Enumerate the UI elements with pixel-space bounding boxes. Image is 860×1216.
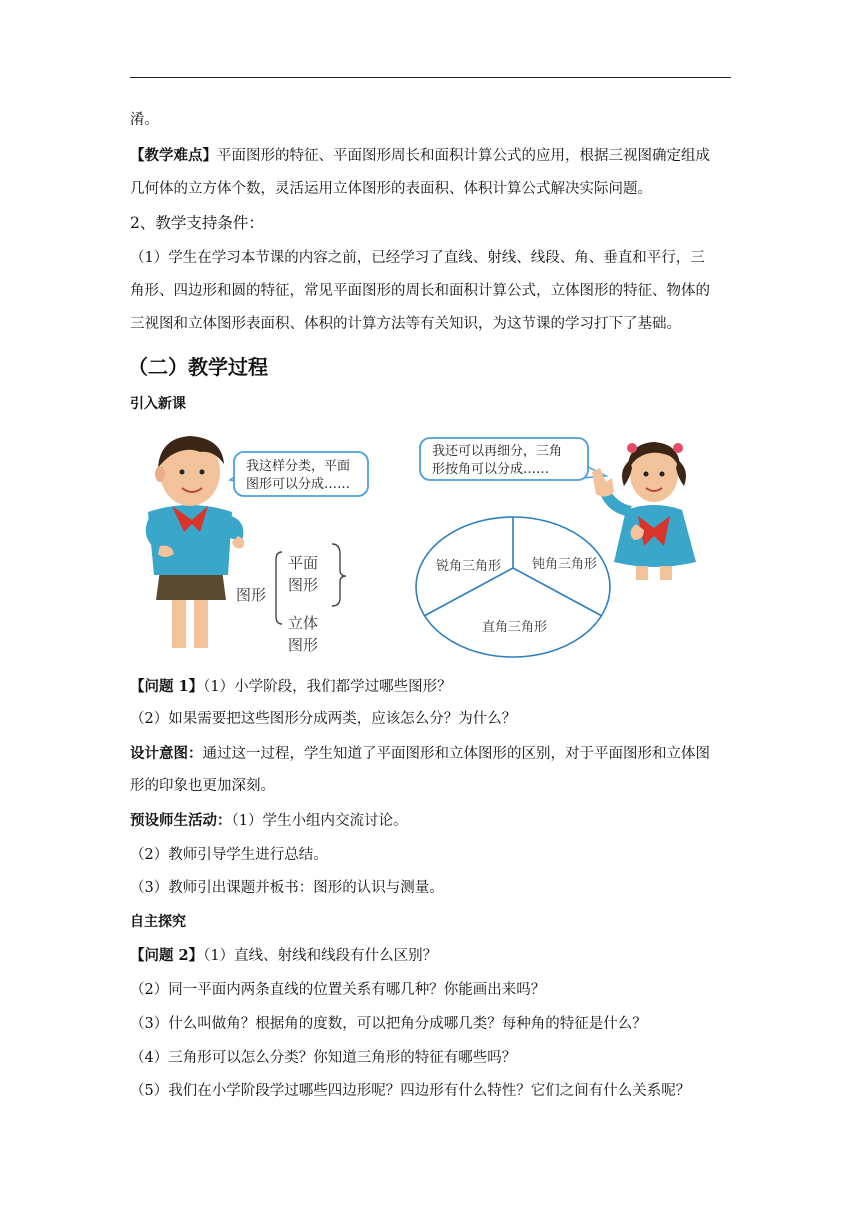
line-3: 几何体的立方体个数，灵活运用立体图形的表面积、体积计算公式解决实际问题。 — [130, 181, 652, 197]
boy-bubble-line2: 图形可以分成…… — [246, 477, 351, 492]
subheading-explore: 自主探究 — [130, 914, 186, 930]
question-1-b: （2）如果需要把这些图形分成两类，应该怎么分？为什么？ — [130, 711, 517, 727]
question-1-a-text: （1）小学阶段，我们都学过哪些图形？ — [203, 679, 452, 695]
question-1-label: 【问题 1】 — [130, 678, 204, 695]
acute-triangle-label: 锐角三角形 — [436, 559, 502, 574]
preset-activity-label: 预设师生活动： — [130, 812, 232, 829]
design-intent — [130, 744, 710, 764]
header-rule — [130, 77, 731, 78]
preset-activity — [130, 811, 407, 831]
preset-activity-a: （1）学生小组内交流讨论。 — [231, 813, 408, 829]
question-2-a-text: （1）直线、射线和线段有什么区别？ — [203, 948, 438, 964]
right-triangle-label: 直角三角形 — [482, 620, 548, 635]
line-6: 角形、四边形和圆的特征，常见平面图形的周长和面积计算公式，立体图形的特征、物体的 — [130, 283, 710, 299]
difficulty-label: 【教学难点】 — [130, 147, 217, 164]
design-intent-text: 通过这一过程，学生知道了平面图形和立体图形的区别，对于平面图形和立体图 — [202, 746, 710, 762]
design-intent-cont: 形的印象也更加深刻。 — [130, 778, 275, 794]
subheading-intro: 引入新课 — [130, 396, 186, 412]
girl-bubble-line2: 形按角可以分成…… — [432, 462, 550, 477]
girl-bubble-line1: 我还可以再细分，三角 — [432, 444, 563, 459]
teaching-difficulty — [130, 146, 710, 166]
girl-figure — [592, 442, 696, 580]
question-2-label: 【问题 2】 — [130, 947, 204, 964]
question-2-c: （3）什么叫做角？根据角的度数，可以把角分成哪几类？每种角的特征是什么？ — [130, 1016, 647, 1032]
support-heading: 2、教学支持条件： — [130, 214, 264, 232]
question-2-a — [130, 946, 437, 966]
line-5: （1）学生在学习本节课的内容之前，已经学习了直线、射线、线段、角、垂直和平行，三 — [130, 250, 705, 266]
section-title: （二）教学过程 — [128, 355, 268, 379]
textbook-illustration — [130, 420, 730, 665]
boy-figure — [146, 436, 244, 648]
boy-speech-bubble — [230, 452, 368, 496]
tree-root-label: 图形 — [236, 586, 267, 604]
line-7: 三视图和立体图形表面积、体积的计算方法等有关知识，为这节课的学习打下了基础。 — [130, 316, 681, 332]
difficulty-text: 平面图形的特征、平面图形周长和面积计算公式的应用，根据三视图确定组成 — [217, 148, 710, 164]
question-2-d: （4）三角形可以怎么分类？你知道三角形的特征有哪些吗？ — [130, 1050, 517, 1066]
tree-branch1-line2: 图形 — [288, 576, 319, 594]
girl-speech-bubble — [420, 438, 606, 480]
tree-branch1-line1: 平面 — [288, 554, 319, 572]
tree-branch2-line2: 图形 — [288, 636, 319, 654]
line-1: 淆。 — [130, 112, 159, 128]
boy-bubble-line1: 我这样分类，平面 — [246, 459, 351, 474]
obtuse-triangle-label: 钝角三角形 — [532, 557, 598, 572]
design-intent-label: 设计意图： — [130, 745, 203, 762]
triangle-ellipse — [416, 517, 610, 657]
preset-activity-c: （3）教师引出课题并板书：图形的认识与测量。 — [130, 880, 444, 896]
tree-branch2-line1: 立体 — [288, 614, 319, 632]
question-1-a — [130, 677, 452, 697]
classification-tree — [236, 544, 346, 654]
question-2-e: （5）我们在小学阶段学过哪些四边形呢？四边形有什么特性？它们之间有什么关系呢？ — [130, 1083, 691, 1099]
preset-activity-b: （2）教师引导学生进行总结。 — [130, 847, 328, 863]
question-2-b: （2）同一平面内两条直线的位置关系有哪几种？你能画出来吗？ — [130, 982, 546, 998]
